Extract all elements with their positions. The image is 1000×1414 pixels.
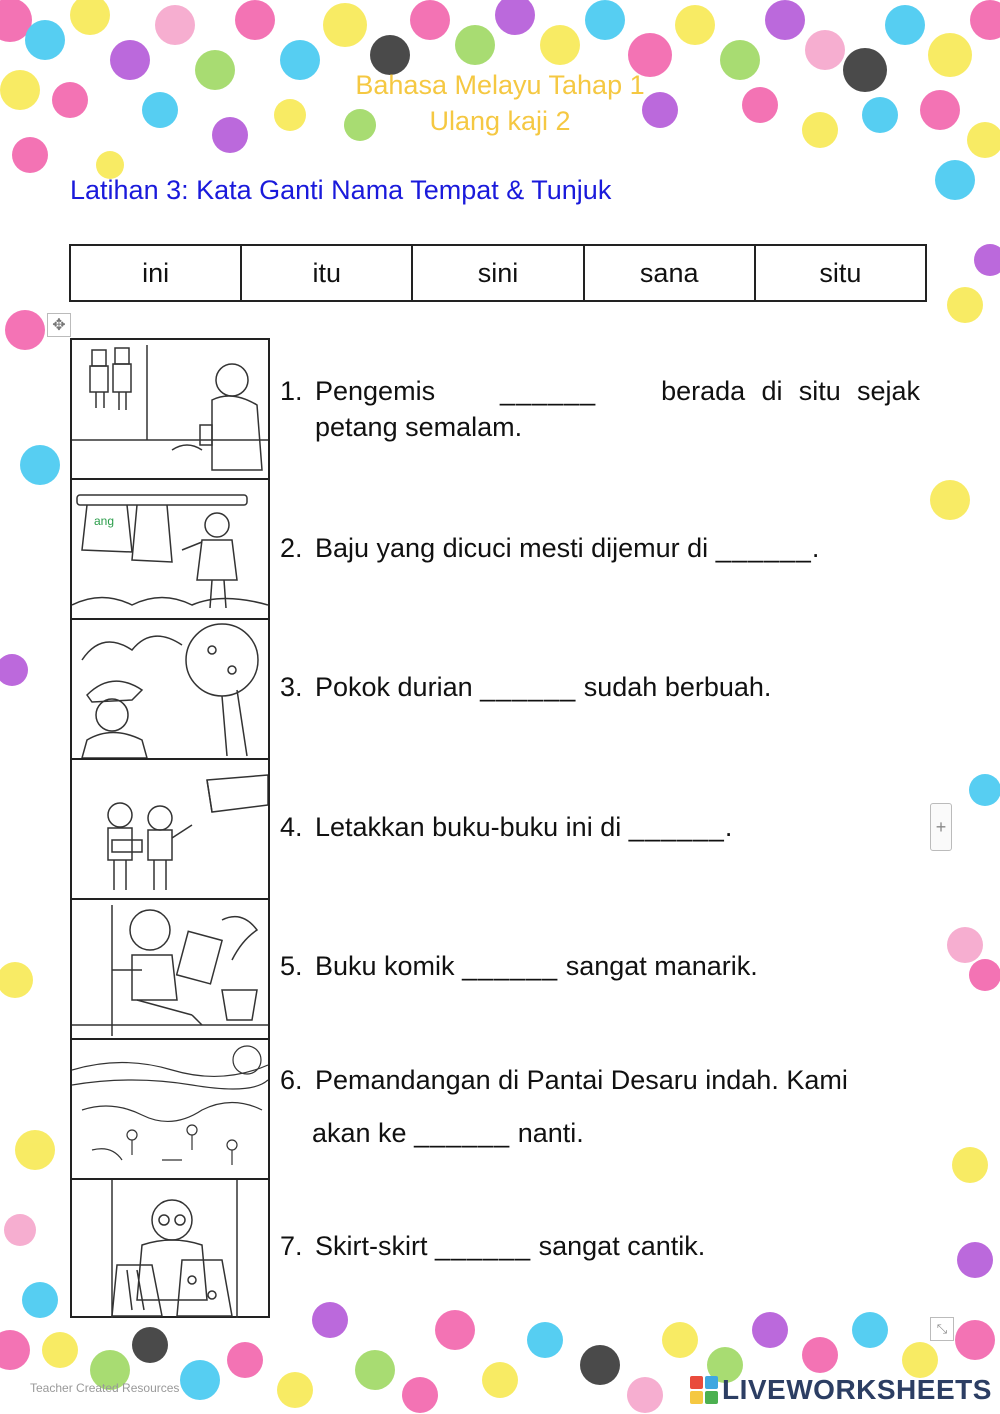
question-number: 1. <box>280 376 303 406</box>
answer-blank-1[interactable]: ______ <box>500 376 597 406</box>
illustration-1 <box>72 340 268 478</box>
question-text: berada di situ sejak <box>661 376 920 406</box>
question-6 <box>280 1062 920 1098</box>
illustration-5 <box>72 900 268 1038</box>
liveworksheets-logo[interactable] <box>690 1374 992 1406</box>
answer-blank-5[interactable]: ______ <box>462 951 559 981</box>
question-text: Skirt-skirt <box>315 1231 428 1261</box>
answer-blank-2[interactable]: ______ <box>715 533 812 563</box>
answer-blank-7[interactable]: ______ <box>435 1231 532 1261</box>
exercise-title: Latihan 3: Kata Ganti Nama Tempat & Tunjuk <box>70 175 612 205</box>
question-1-continued: petang semalam. <box>315 412 523 442</box>
word-bank-item: sini <box>413 246 584 300</box>
question-6-continued <box>280 1115 920 1151</box>
question-5 <box>280 948 920 984</box>
move-icon[interactable]: ✥ <box>47 313 71 337</box>
picture-durian-tree <box>72 620 268 760</box>
question-number: 6. <box>280 1065 303 1095</box>
illustration-6 <box>72 1040 268 1178</box>
svg-text:ang: ang <box>94 514 115 528</box>
brand-name: LIVEWORKSHEETS <box>722 1374 992 1405</box>
picture-beggar <box>72 340 268 480</box>
question-text: sangat cantik. <box>538 1231 706 1261</box>
question-number: 2. <box>280 533 303 563</box>
question-number: 7. <box>280 1231 303 1261</box>
answer-blank-6[interactable]: ______ <box>414 1118 511 1148</box>
picture-skirt-shop <box>72 1180 268 1318</box>
word-bank-item: sana <box>585 246 756 300</box>
picture-beach <box>72 1040 268 1180</box>
question-3 <box>280 669 920 705</box>
answer-blank-4[interactable]: ______ <box>628 812 725 842</box>
question-text: akan ke <box>312 1118 407 1148</box>
question-text: Baju yang dicuci mesti dijemur di <box>315 533 709 563</box>
question-number: 5. <box>280 951 303 981</box>
question-text: Pemandangan di Pantai Desaru indah. Kami <box>315 1065 848 1095</box>
question-number: 3. <box>280 672 303 702</box>
question-7 <box>280 1228 920 1264</box>
plus-icon[interactable]: + <box>930 803 952 851</box>
question-4 <box>280 809 920 845</box>
question-2 <box>280 530 920 566</box>
question-text: sangat manarik. <box>565 951 758 981</box>
logo-grid-icon <box>690 1376 718 1404</box>
word-bank-item: situ <box>819 257 862 288</box>
question-text: . <box>724 812 733 842</box>
question-text: Pengemis <box>315 376 436 406</box>
worksheet-subject: Bahasa Melayu Tahap 1 <box>355 70 645 100</box>
question-1 <box>280 373 920 409</box>
picture-column <box>70 338 270 1318</box>
question-text: . <box>811 533 820 563</box>
picture-laundry <box>72 480 268 620</box>
question-text: Letakkan buku-buku ini di <box>315 812 622 842</box>
question-text: sudah berbuah. <box>583 672 772 702</box>
picture-bookshelf <box>72 760 268 900</box>
answer-blank-3[interactable]: ______ <box>480 672 577 702</box>
word-bank-item: itu <box>242 246 413 300</box>
question-text: Buku komik <box>315 951 455 981</box>
picture-comic-reader <box>72 900 268 1040</box>
worksheet-subtitle: Ulang kaji 2 <box>429 106 571 136</box>
resize-icon[interactable]: ⤡ <box>930 1317 954 1341</box>
question-text: nanti. <box>517 1118 584 1148</box>
illustration-2 <box>72 480 268 618</box>
publisher-credit: Teacher Created Resources <box>30 1381 180 1395</box>
question-text: Pokok durian <box>315 672 473 702</box>
question-number: 4. <box>280 812 303 842</box>
illustration-4 <box>72 760 268 898</box>
illustration-7 <box>72 1180 268 1318</box>
word-bank <box>69 244 927 302</box>
word-bank-item: ini <box>71 246 242 300</box>
illustration-3 <box>72 620 268 758</box>
